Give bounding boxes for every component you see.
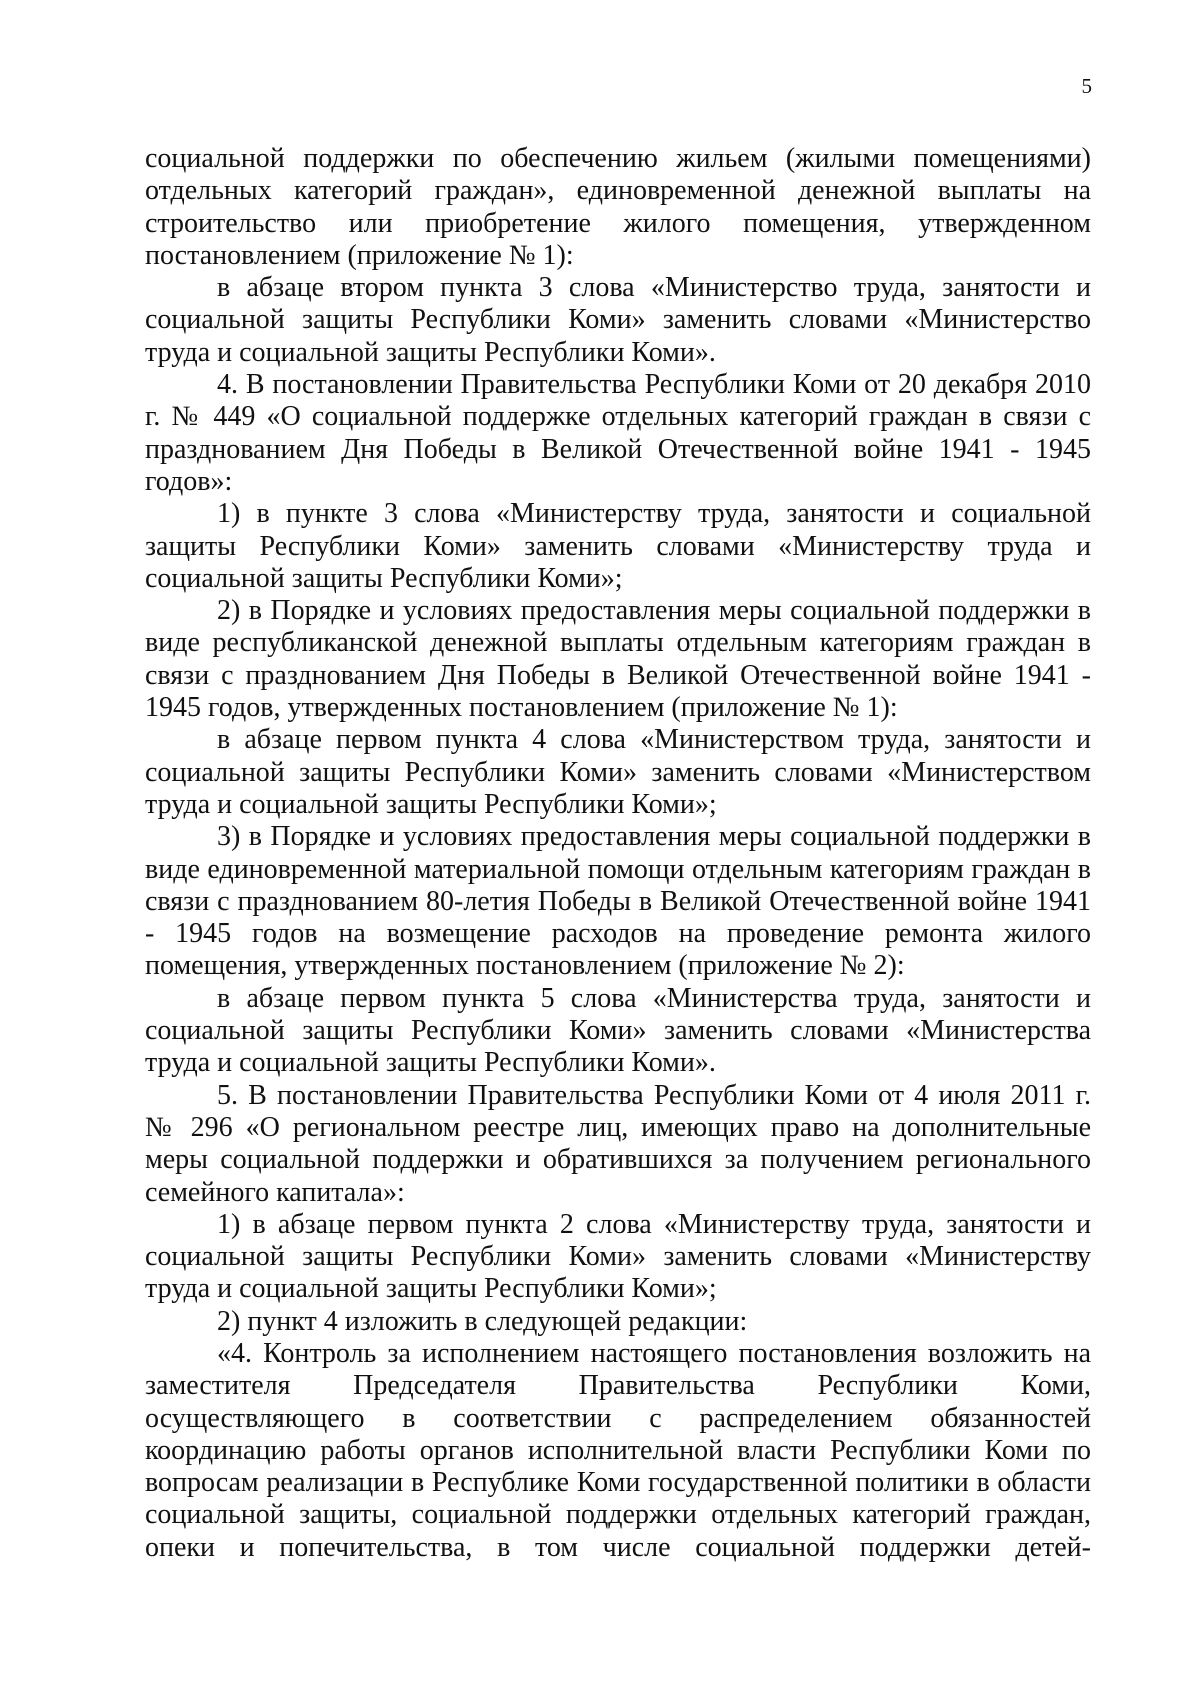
paragraph: 5. В постановлении Правительства Республики Коми от 4 июля 2011 г. № 296 «О региональном реестре лиц, имеющих право на дополнительные меры социальной поддержки и обратившихся за получением регионального семейного капитала»: xyxy=(145,1079,1091,1208)
paragraph: социальной поддержки по обеспечению жильем (жилыми помещениями) отдельных категорий граждан», единовременной денежной выплаты на строительство или приобретение жилого помещения, утвержденном постановлением (приложение № 1): xyxy=(145,143,1091,271)
paragraph: 4. В постановлении Правительства Республики Коми от 20 декабря 2010 г. № 449 «О социальной поддержке отдельных категорий граждан в связи с празднованием Дня Победы в Великой Отечественной войне 1941 - 1945 годов»: xyxy=(145,369,1091,497)
paragraph: «4. Контроль за исполнением настоящего постановления возложить на заместителя Председателя Правительства Республики Коми, осуществляющего в соответствии с распределением обязанностей координацию работы органов исполнительной власти Республики Коми по вопросам реализации в Республике Коми государственной политики в области социальной защиты, социальной поддержки отдельных категорий граждан, опеки и попечительства, в том числе социальной поддержки детей- xyxy=(145,1337,1091,1563)
paragraph: в абзаце первом пункта 4 слова «Министерством труда, занятости и социальной защиты Республики Коми» заменить словами «Министерством труда и социальной защиты Республики Коми»; xyxy=(145,724,1091,820)
paragraph: в абзаце втором пункта 3 слова «Министерство труда, занятости и социальной защиты Республики Коми» заменить словами «Министерство труда и социальной защиты Республики Коми». xyxy=(145,272,1091,368)
paragraph: 3) в Порядке и условиях предоставления меры социальной поддержки в виде единовременной материальной помощи отдельным категориям граждан в связи с празднованием 80-летия Победы в Великой Отечественной войне 1941 - 1945 годов на возмещение расходов на проведение ремонта жилого помещения, утвержденных постановлением (приложение № 2): xyxy=(145,821,1091,982)
page-number: 5 xyxy=(1081,74,1092,98)
paragraph: 2) в Порядке и условиях предоставления меры социальной поддержки в виде республиканской денежной выплаты отдельным категориям граждан в связи с празднованием Дня Победы в Великой Отечественной войне 1941 - 1945 годов, утвержденных постановлением (приложение № 1): xyxy=(145,595,1091,724)
document-body xyxy=(145,143,1091,1564)
paragraph: 2) пункт 4 изложить в следующей редакции: xyxy=(217,1305,748,1337)
paragraph: в абзаце первом пункта 5 слова «Министерства труда, занятости и социальной защиты Республики Коми» заменить словами «Министерства труда и социальной защиты Республики Коми». xyxy=(145,982,1091,1079)
paragraph: 1) в пункте 3 слова «Министерству труда, занятости и социальной защиты Республики Коми» заменить словами «Министерству труда и социальной защиты Республики Коми»; xyxy=(145,498,1091,594)
paragraph: 1) в абзаце первом пункта 2 слова «Министерству труда, занятости и социальной защиты Республики Коми» заменить словами «Министерству труда и социальной защиты Республики Коми»; xyxy=(145,1208,1091,1305)
